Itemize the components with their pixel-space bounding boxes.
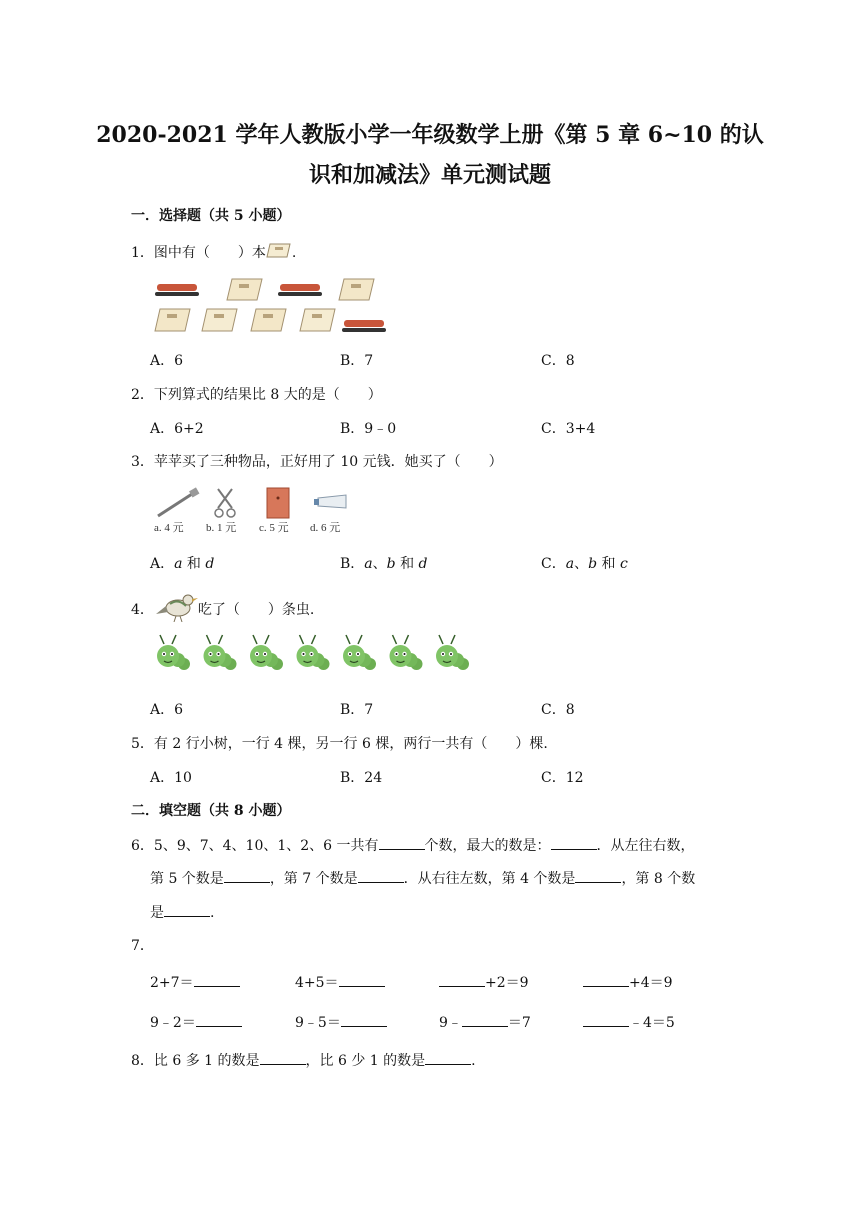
section-heading-choice: 一．选择题（共 5 小题）: [131, 208, 291, 224]
q2-option-a: A．6+2: [150, 421, 204, 437]
answer-blank[interactable]: [379, 835, 425, 850]
caterpillar-icon: [157, 635, 190, 670]
book-icon: [202, 309, 237, 331]
q5-option-a: A．10: [150, 770, 192, 786]
q4-option-a: A．6: [150, 702, 184, 718]
q1-objects-image: [152, 276, 392, 338]
q3-caption-b: b. 1 元: [206, 522, 237, 534]
q3-caption-d: d. 6 元: [310, 522, 341, 534]
notebook-icon: [267, 488, 289, 518]
answer-blank[interactable]: [583, 972, 629, 987]
book-icon: [266, 242, 292, 260]
q7-eq-2: 4+5＝: [295, 972, 385, 992]
answer-blank[interactable]: [462, 1012, 508, 1027]
q1-option-c: C．8: [541, 353, 575, 369]
caterpillar-icon: [250, 635, 283, 670]
stapler-icon: [278, 284, 322, 296]
caterpillar-icon: [390, 635, 423, 670]
q4-option-c: C．8: [541, 702, 575, 718]
q3-option-b: B．a、b 和 d: [340, 556, 428, 572]
question-6-line2: 第 5 个数是 ，第 7 个数是 ．从右往左数，第 4 个数是 ，第 8 个数: [150, 868, 695, 888]
section-heading-fill: 二．填空题（共 8 小题）: [131, 803, 291, 819]
question-6-line1: 6．5、9、7、4、10、1、2、6 一共有 个数，最大的数是： ．从左往右数，: [131, 835, 695, 855]
caterpillar-icon: [204, 635, 237, 670]
answer-blank[interactable]: [575, 868, 621, 883]
q7-eq-6: 9﹣5＝: [295, 1012, 387, 1032]
book-icon: [300, 309, 335, 331]
q7-eq-8: ﹣4＝5: [583, 1012, 675, 1032]
question-7: 7．: [131, 938, 154, 954]
answer-blank[interactable]: [196, 1012, 242, 1027]
q3-caption-a: a. 4 元: [154, 522, 184, 534]
answer-blank[interactable]: [164, 902, 210, 917]
q1-text: 1．图中有（ ）本: [131, 245, 266, 261]
q2-option-c: C．3+4: [541, 421, 596, 437]
answer-blank[interactable]: [224, 868, 270, 883]
q1-option-b: B．7: [340, 353, 374, 369]
toothbrush-icon: [158, 487, 199, 516]
answer-blank[interactable]: [583, 1012, 629, 1027]
book-icon: [227, 279, 262, 300]
q5-option-b: B．24: [340, 770, 383, 786]
q3-option-a: A．a 和 d: [150, 556, 215, 572]
answer-blank[interactable]: [358, 868, 404, 883]
question-4: 4． 吃了（ ）条虫.: [131, 592, 314, 622]
stapler-icon: [155, 284, 199, 296]
q7-eq-4: +4＝9: [583, 972, 673, 992]
q4-option-b: B．7: [340, 702, 374, 718]
q3-caption-c: c. 5 元: [259, 522, 289, 534]
q7-eq-3: +2＝9: [439, 972, 529, 992]
answer-blank[interactable]: [341, 1012, 387, 1027]
question-5: 5．有 2 行小树，一行 4 棵，另一行 6 棵，两行一共有（ ）棵.: [131, 736, 548, 752]
q3-option-c: C．a、b 和 c: [541, 556, 628, 572]
question-3: 3．苹苹买了三种物品，正好用了 10 元钱．她买了（ ）: [131, 454, 503, 470]
toothpaste-icon: [314, 495, 346, 508]
q7-eq-7: 9﹣ ＝7: [439, 1012, 531, 1032]
book-icon: [339, 279, 374, 300]
q1-option-a: A．6: [150, 353, 184, 369]
question-6-line3: 是 .: [150, 902, 214, 922]
caterpillar-icon: [436, 635, 469, 670]
q2-option-b: B．9﹣0: [340, 421, 397, 437]
q7-eq-1: 2+7＝: [150, 972, 240, 992]
answer-blank[interactable]: [194, 972, 240, 987]
q5-option-c: C．12: [541, 770, 584, 786]
question-1: 1．图中有（ ）本 .: [131, 242, 296, 262]
book-icon: [155, 309, 190, 331]
answer-blank[interactable]: [439, 972, 485, 987]
scissors-icon: [215, 489, 235, 517]
q7-eq-5: 9﹣2＝: [150, 1012, 242, 1032]
bird-icon: [154, 592, 198, 622]
question-8: 8．比 6 多 1 的数是 ，比 6 少 1 的数是 .: [131, 1050, 476, 1070]
q3-items-image: [150, 484, 355, 536]
answer-blank[interactable]: [260, 1050, 306, 1065]
doc-title-line1: 2020-2021 学年人教版小学一年级数学上册《第 5 章 6~10 的认: [96, 122, 764, 148]
answer-blank[interactable]: [339, 972, 385, 987]
caterpillar-icon: [343, 635, 376, 670]
question-2: 2．下列算式的结果比 8 大的是（ ）: [131, 387, 382, 403]
doc-title-line2: 识和加减法》单元测试题: [308, 162, 551, 188]
stapler-icon: [342, 320, 386, 332]
book-icon: [251, 309, 286, 331]
answer-blank[interactable]: [551, 835, 597, 850]
caterpillar-icon: [297, 635, 330, 670]
answer-blank[interactable]: [425, 1050, 471, 1065]
q4-worms-image: [150, 632, 480, 676]
